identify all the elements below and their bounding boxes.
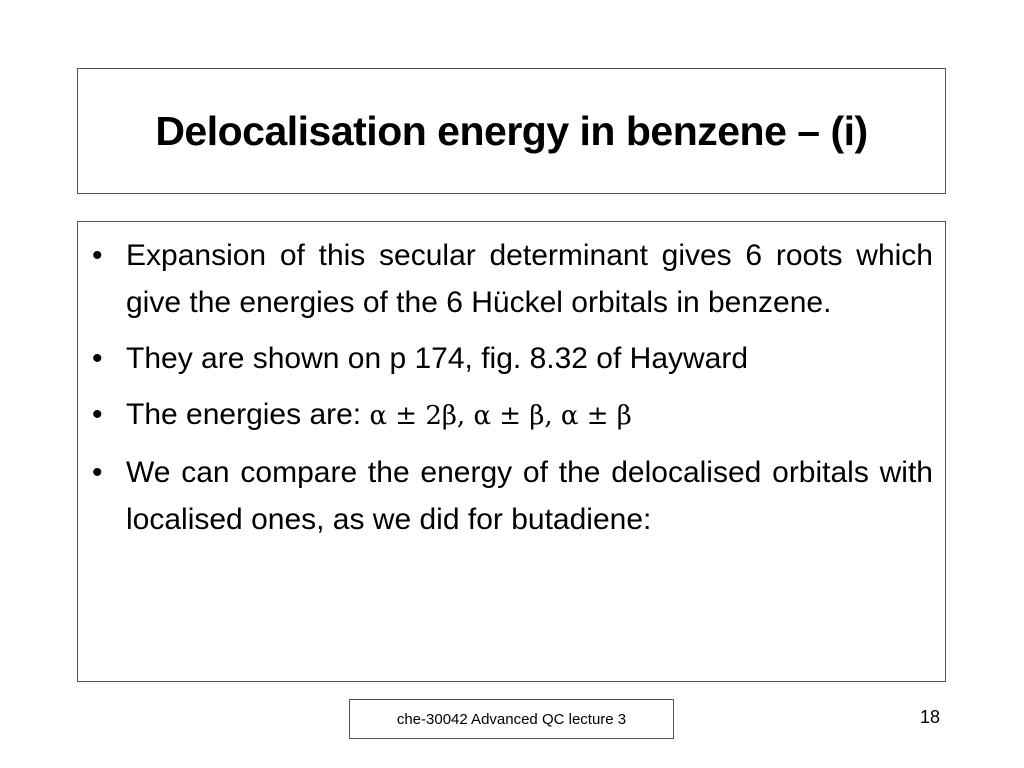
energy-expression: α ± 2β, α ± β, α ± β <box>369 401 632 431</box>
bullet-item-energies <box>90 391 933 440</box>
footer-box <box>349 699 674 739</box>
bullet-item-comparison <box>90 449 933 543</box>
bullet-item-expansion <box>90 232 933 326</box>
bullet-icon: • <box>92 342 103 375</box>
slide-title-box <box>77 68 946 194</box>
bullet-icon: • <box>92 398 103 431</box>
bullet-text: Expansion of this secular determinant gives 6 roots which give the energies of the 6 Hückel orbitals in benzene. <box>126 239 933 319</box>
bullet-item-reference <box>90 335 933 382</box>
bullet-icon: • <box>92 456 103 489</box>
slide-content-box <box>77 221 946 682</box>
bullet-text: The energies are: <box>126 398 370 431</box>
footer-text: che-30042 Advanced QC lecture 3 <box>396 710 627 728</box>
page-number: 18 <box>919 707 941 727</box>
bullet-text: They are shown on p 174, fig. 8.32 of Hayward <box>126 342 749 375</box>
bullet-list <box>90 232 933 543</box>
bullet-icon: • <box>92 239 103 272</box>
bullet-text: We can compare the energy of the delocalised orbitals with localised ones, as we did for butadiene: <box>126 456 933 536</box>
slide-title: Delocalisation energy in benzene – (i) <box>155 107 868 154</box>
